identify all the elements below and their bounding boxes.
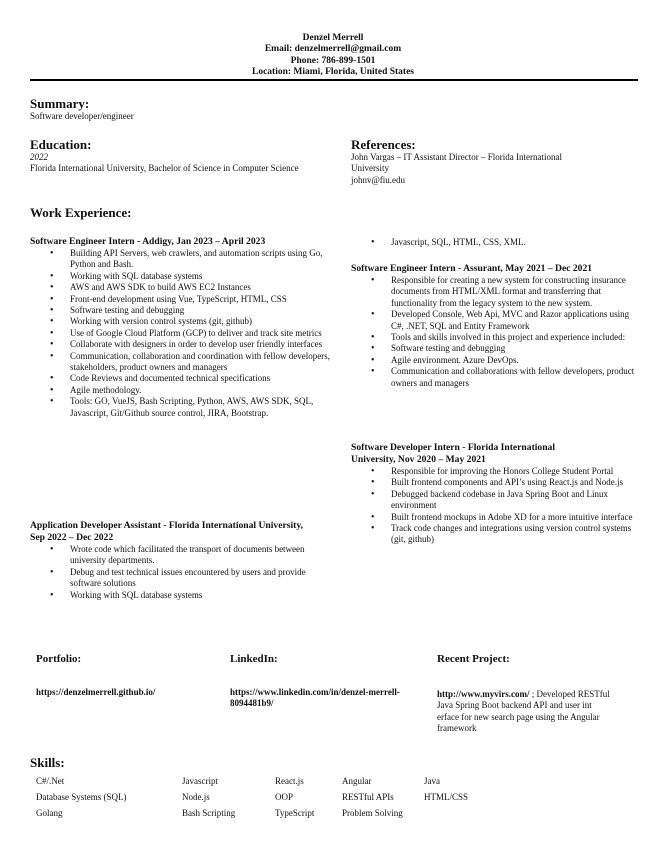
education-text: Florida International University, Bachelor of Science in Computer Science bbox=[30, 163, 299, 174]
list-item: • Wrote code which facilitated the transport of documents between university departments. bbox=[30, 544, 330, 567]
references-email: johnv@fiu.edu bbox=[351, 174, 406, 185]
candidate-name: Denzel Merrell bbox=[302, 33, 364, 43]
recent-project-text bbox=[437, 689, 612, 735]
summary-section bbox=[30, 96, 330, 122]
list-item: • Front-end development using Vue, TypeScript, HTML, CSS bbox=[30, 294, 330, 305]
education-heading: Education: bbox=[30, 137, 92, 152]
job-assurant bbox=[351, 263, 636, 389]
references-section bbox=[351, 137, 601, 186]
list-item: • Javascript, SQL, HTML, CSS, XML. bbox=[351, 237, 631, 248]
list-item: • Working with SQL database systems bbox=[30, 271, 330, 282]
skills-heading: Skills: bbox=[30, 755, 65, 770]
skill-item: React.js bbox=[275, 776, 304, 786]
skill-item: Java bbox=[424, 776, 440, 786]
job-fiu-assistant bbox=[30, 520, 305, 601]
job-bullets-continued bbox=[351, 237, 631, 248]
job-bullets bbox=[351, 466, 636, 546]
list-item: • Collaborate with designers in order to develop user friendly interfaces bbox=[30, 339, 330, 350]
list-item: • Communication, collaboration and coordination with fellow developers, stakeholders, product owners and managers bbox=[30, 351, 330, 374]
work-experience-heading: Work Experience: bbox=[30, 205, 132, 220]
skill-item: HTML/CSS bbox=[424, 792, 469, 802]
list-item: • Agile methodology. bbox=[30, 385, 330, 396]
contact-email: Email: denzelmerrell@gmail.com bbox=[264, 44, 402, 55]
skill-item: Javascript bbox=[182, 776, 218, 786]
job-bullets bbox=[30, 248, 330, 419]
list-item: • Working with SQL database systems bbox=[30, 590, 330, 601]
summary-text: Software developer/engineer bbox=[30, 111, 134, 121]
list-item: • Tools: GO, VueJS, Bash Scripting, Python, AWS, AWS SDK, SQL, Javascript, Git/Github source control, JIRA, Bootstrap. bbox=[30, 396, 330, 419]
recent-project-description: ; Developed RESTful Java Spring Boot backend API and user int erface for new search page using the Angular framework bbox=[437, 689, 610, 734]
list-item: • Debug and test technical issues encountered by users and provide software solutions bbox=[30, 567, 330, 590]
job-title: Software Engineer Intern - Addigy, Jan 2023 – April 2023 bbox=[30, 236, 266, 247]
list-item: • Software testing and debugging bbox=[30, 305, 330, 316]
list-item: • Working with version control systems (git, github) bbox=[30, 316, 330, 327]
skill-item: Angular bbox=[342, 776, 372, 786]
list-item: • Code Reviews and documented technical specifications bbox=[30, 373, 330, 384]
references-text: John Vargas – IT Assistant Director – Florida International University bbox=[351, 152, 562, 174]
job-fiu-developer bbox=[351, 442, 636, 546]
skill-item: TypeScript bbox=[275, 808, 315, 818]
list-item: • AWS and AWS SDK to build AWS EC2 Instances bbox=[30, 282, 330, 293]
job-title: Software Developer Intern - Florida International University, Nov 2020 – May 2021 bbox=[351, 442, 556, 465]
list-item: • Debugged backend codebase in Java Spring Boot and Linux environment bbox=[351, 489, 636, 512]
recent-project-link[interactable]: http://www.myvirs.com/ bbox=[437, 689, 530, 699]
skill-item: Problem Solving bbox=[342, 808, 403, 818]
list-item: • Track code changes and integrations using version control systems (git, github) bbox=[351, 523, 636, 546]
list-item: • Responsible for creating a new system for constructing insurance documents from HTML/XML format and transferring that functionality from the legacy system to the new system. bbox=[351, 275, 636, 309]
summary-heading: Summary: bbox=[30, 96, 90, 111]
linkedin-link[interactable]: https://www.linkedin.com/in/denzel-merrell-8094481b9/ bbox=[230, 687, 400, 709]
list-item: • Agile environment. Azure DevOps. bbox=[351, 355, 636, 366]
references-heading: References: bbox=[351, 137, 416, 152]
list-item: • Developed Console, Web Api, MVC and Razor applications using C#, .NET, SQL and Entity Framework bbox=[351, 309, 636, 332]
education-year: 2022 bbox=[30, 152, 48, 162]
list-item: • Built frontend components and API’s using React.js and Node.js bbox=[351, 477, 636, 488]
portfolio-label: Portfolio: bbox=[36, 653, 82, 665]
job-title: Application Developer Assistant - Florida International University, Sep 2022 – Dec 2022 bbox=[30, 520, 303, 543]
contact-location: Location: Miami, Florida, United States bbox=[251, 66, 414, 77]
list-item: • Tools and skills involved in this project and experience included: bbox=[351, 332, 636, 343]
list-item: • Built frontend mockups in Adobe XD for a more intuitive interface bbox=[351, 512, 636, 523]
recent-project-label: Recent Project: bbox=[437, 653, 510, 665]
skill-item: Database Systems (SQL) bbox=[36, 792, 127, 802]
job-bullets bbox=[351, 275, 636, 389]
job-addigy bbox=[30, 236, 330, 419]
job-title: Software Engineer Intern - Assurant, May 2021 – Dec 2021 bbox=[351, 263, 593, 274]
resume-header bbox=[0, 33, 666, 78]
list-item: • Communication and collaborations with fellow developers, product owners and managers bbox=[351, 366, 636, 389]
portfolio-link[interactable]: https://denzelmerrell.github.io/ bbox=[36, 687, 156, 697]
contact-phone: Phone: 786-899-1501 bbox=[290, 55, 376, 66]
job-bullets bbox=[30, 544, 330, 601]
list-item: • Use of Google Cloud Platform (GCP) to deliver and track site metrics bbox=[30, 328, 330, 339]
header-divider bbox=[30, 79, 638, 81]
list-item: • Software testing and debugging bbox=[351, 343, 636, 354]
skill-item: RESTful APIs bbox=[342, 792, 394, 802]
list-item: • Responsible for improving the Honors College Student Portal bbox=[351, 466, 636, 477]
linkedin-label: LinkedIn: bbox=[230, 653, 278, 665]
education-section bbox=[30, 137, 310, 175]
skill-item: Node.js bbox=[182, 792, 210, 802]
skill-item: Golang bbox=[36, 808, 63, 818]
skill-item: OOP bbox=[275, 792, 294, 802]
list-item: • Building API Servers, web crawlers, and automation scripts using Go, Python and Bash. bbox=[30, 248, 330, 271]
skill-item: C#/.Net bbox=[36, 776, 65, 786]
skill-item: Bash Scripting bbox=[182, 808, 236, 818]
